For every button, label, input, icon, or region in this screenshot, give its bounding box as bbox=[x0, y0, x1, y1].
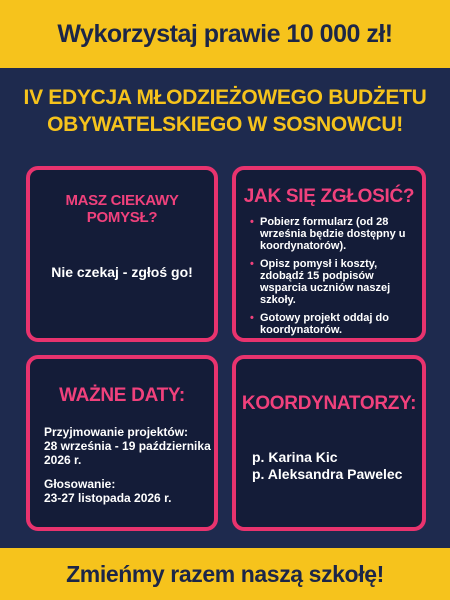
coordinator-name: p. Aleksandra Pawelec bbox=[252, 466, 403, 482]
submission-dates bbox=[44, 425, 214, 467]
headline-line-1: IV EDYCJA MŁODZIEŻOWEGO BUDŻETU bbox=[23, 86, 427, 109]
list-item bbox=[250, 258, 412, 306]
voting-range: 23-27 listopada 2026 r. bbox=[44, 491, 172, 505]
card-idea bbox=[26, 166, 218, 342]
submission-range: 28 września - 19 października bbox=[44, 439, 211, 453]
headline bbox=[0, 84, 450, 138]
card-coordinators bbox=[232, 355, 426, 531]
voting-label: Głosowanie: bbox=[44, 477, 116, 491]
top-banner-text: Wykorzystaj prawie 10 000 zł! bbox=[57, 19, 393, 48]
apply-step-text: Pobierz formularz (od 28 września będzie dostępny u koordynatorów). bbox=[260, 216, 406, 252]
card-idea-title: MASZ CIEKAWY POMYSŁ? bbox=[65, 192, 179, 226]
card-apply-title: JAK SIĘ ZGŁOSIĆ? bbox=[243, 186, 415, 207]
apply-steps-list bbox=[250, 216, 412, 336]
card-dates-title: WAŻNE DATY: bbox=[59, 385, 185, 406]
bottom-banner bbox=[0, 548, 450, 600]
card-important-dates bbox=[26, 355, 218, 531]
card-idea-text: Nie czekaj - zgłoś go! bbox=[51, 264, 193, 280]
bullet-icon: • bbox=[250, 312, 254, 324]
bullet-icon: • bbox=[250, 258, 254, 270]
headline-line-2: OBYWATELSKIEGO W SOSNOWCU! bbox=[47, 113, 403, 136]
submission-label: Przyjmowanie projektów: bbox=[44, 425, 189, 439]
card-coordinators-title: KOORDYNATORZY: bbox=[241, 393, 417, 414]
coordinator-name: p. Karina Kic bbox=[252, 449, 338, 465]
top-banner bbox=[0, 0, 450, 68]
card-how-to-apply bbox=[232, 166, 426, 342]
coordinator-names bbox=[252, 449, 422, 483]
apply-step-text: Opisz pomysł i koszty, zdobądź 15 podpisów wsparcia uczniów naszej szkoły. bbox=[260, 258, 391, 306]
list-item bbox=[250, 216, 412, 252]
submission-year: 2026 r. bbox=[44, 453, 82, 467]
apply-step-text: Gotowy projekt oddaj do koordynatorów. bbox=[260, 312, 389, 336]
list-item bbox=[250, 312, 412, 336]
bottom-banner-text: Zmieńmy razem naszą szkołę! bbox=[66, 560, 384, 587]
bullet-icon: • bbox=[250, 216, 254, 228]
voting-dates bbox=[44, 477, 214, 505]
